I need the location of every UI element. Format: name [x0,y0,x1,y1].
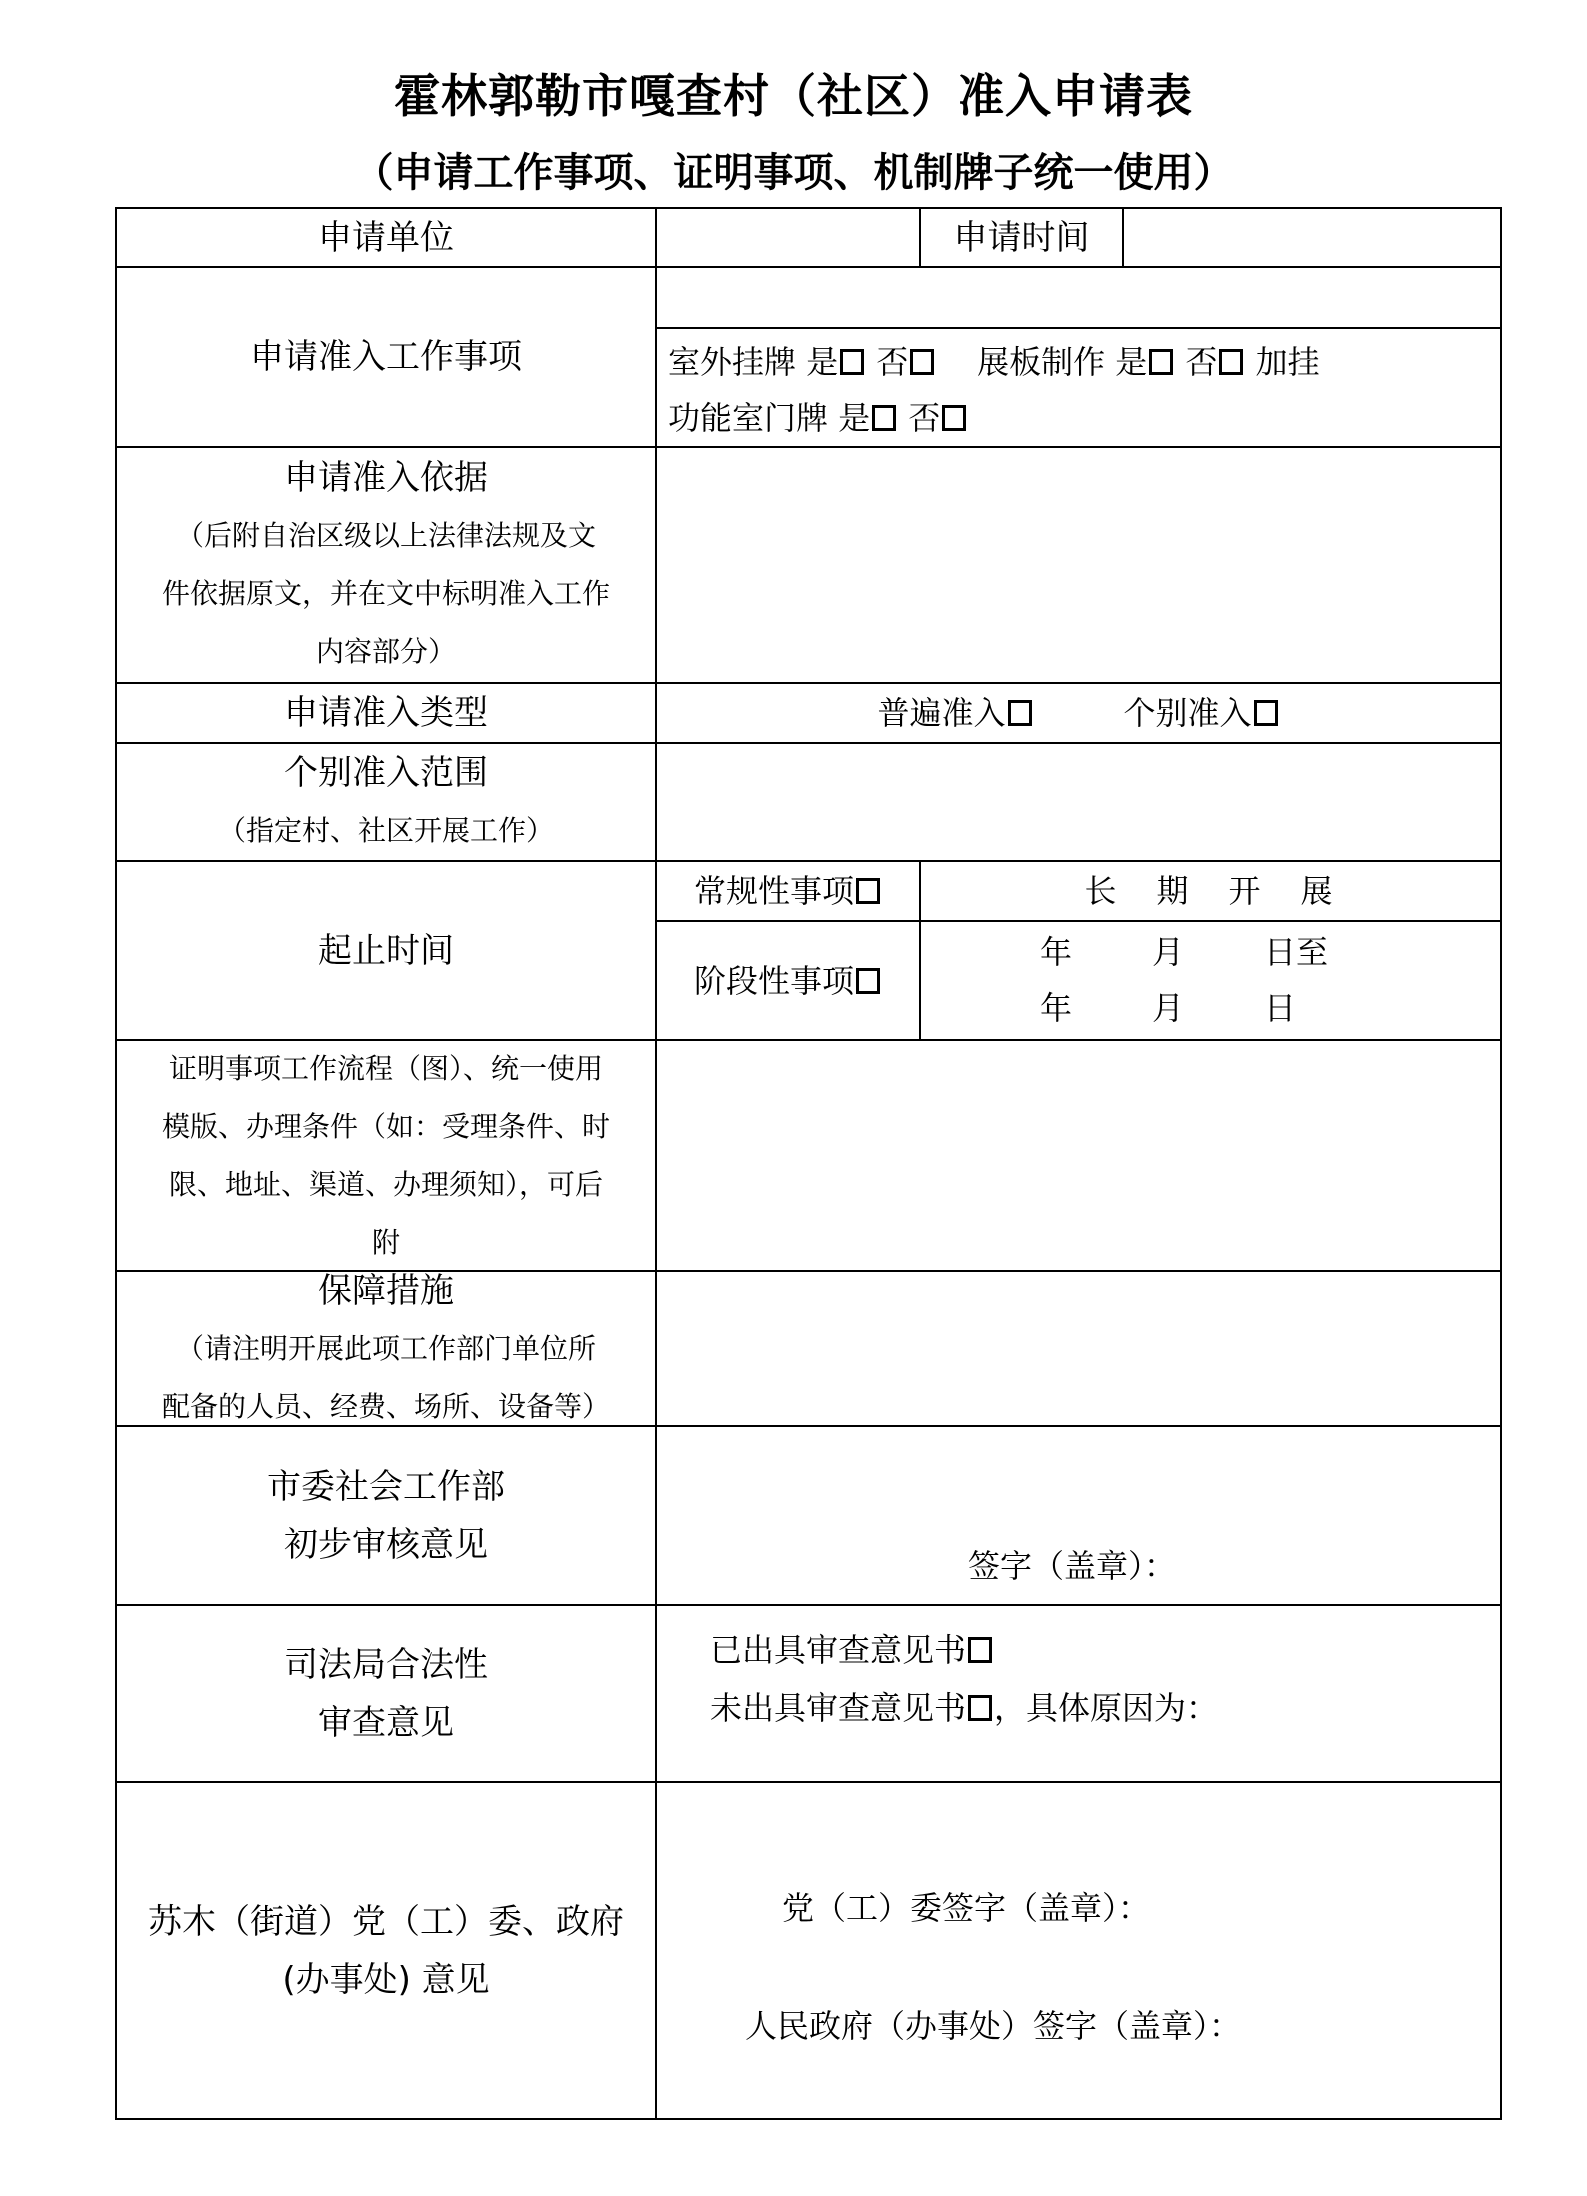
opinion-issued-checkbox[interactable] [968,1637,992,1663]
applicant-unit-label: 申请单位 [318,217,454,258]
safeguards-label-cell: 保障措施 （请注明开展此项工作部门单位所 配备的人员、经费、场所、设备等） [117,1272,655,1425]
display-board-yes-checkbox[interactable] [1149,349,1173,375]
scope-label-cell: 个别准入范围 （指定村、社区开展工作） [117,744,655,860]
work-items-label-cell [117,268,655,446]
basis-label-cell: 申请准入依据 （后附自治区级以上法律法规及文 件依据原文，并在文中标明准入工作 内容部分） [117,448,655,682]
phased-item-option: 阶段性事项 [657,922,919,1039]
display-board-no-checkbox[interactable] [1219,349,1243,375]
period-label-cell [117,862,655,1039]
proof-flow-field[interactable] [657,1041,1500,1270]
work-items-field[interactable] [657,268,1500,327]
outdoor-sign-yes-checkbox[interactable] [840,349,864,375]
table-border-right [1500,207,1502,2120]
basis-label: 申请准入依据 [284,458,488,498]
room-sign-yes-checkbox[interactable] [872,405,896,431]
government-signature[interactable]: 人民政府（办事处）签字（盖章）： [745,2007,1242,2045]
regular-item-value: 长 期 开 展 [1084,872,1337,910]
work-items-options-line1: 室外挂牌 是 否 展板制作 是 否 加挂 [668,343,1320,381]
proof-flow-label-cell: 证明事项工作流程（图）、统一使用 模版、办理条件（如：受理条件、时 限、地址、渠道、办理须知），可后 附 [161,1051,610,1259]
basis-field[interactable] [657,448,1500,682]
type-label-cell [117,684,655,742]
table-border-bottom [115,2118,1502,2120]
regular-item-option: 常规性事项 [657,862,919,920]
apply-time-field[interactable] [1124,209,1500,266]
individual-access-checkbox[interactable] [1254,700,1278,726]
phased-item-checkbox[interactable] [856,968,880,994]
legal-review-label-cell: 司法局合法性 审查意见 [284,1644,488,1743]
phased-start-date[interactable]: 年 月 日至 [1040,933,1329,971]
social-dept-label-cell: 市委社会工作部 初步审核意见 [267,1466,505,1565]
work-items-options-line2: 功能室门牌 是 否 [668,390,968,446]
general-access-checkbox[interactable] [1008,700,1032,726]
document-title: 霍林郭勒市嘎查村（社区）准入申请表 [394,69,1193,123]
applicant-unit-field[interactable] [657,209,919,266]
legal-review-not-issued: 未出具审查意见书 ，具体原因为： [710,1689,1219,1727]
regular-item-checkbox[interactable] [856,878,880,904]
opinion-not-issued-checkbox[interactable] [968,1695,992,1721]
room-sign-no-checkbox[interactable] [942,405,966,431]
legal-review-issued: 已出具审查意见书 [710,1622,994,1678]
social-dept-signature[interactable]: 签字（盖章）： [968,1547,1177,1585]
period-label: 起止时间 [318,930,454,971]
document-subtitle: （申请工作事项、证明事项、机制牌子统一使用） [353,149,1234,196]
outdoor-sign-no-checkbox[interactable] [910,349,934,375]
work-items-label: 申请准入工作事项 [250,337,522,377]
party-committee-signature[interactable]: 党（工）委签字（盖章）： [782,1889,1151,1927]
scope-label: 个别准入范围 [284,753,488,793]
safeguards-field[interactable] [657,1272,1500,1425]
apply-time-label: 申请时间 [953,217,1090,258]
scope-field[interactable] [657,744,1500,860]
phased-end-date[interactable]: 年 月 日 [1040,989,1297,1027]
street-opinion-label-cell: 苏木（街道）党（工）委、政府 (办事处) 意见 [148,1901,624,2000]
type-options: 普遍准入 个别准入 [657,684,1500,742]
row-divider [655,327,1502,329]
applicant-unit-label-cell [117,209,655,266]
type-label: 申请准入类型 [284,693,488,733]
apply-time-label-cell [921,209,1122,266]
safeguards-label: 保障措施 [318,1270,454,1311]
